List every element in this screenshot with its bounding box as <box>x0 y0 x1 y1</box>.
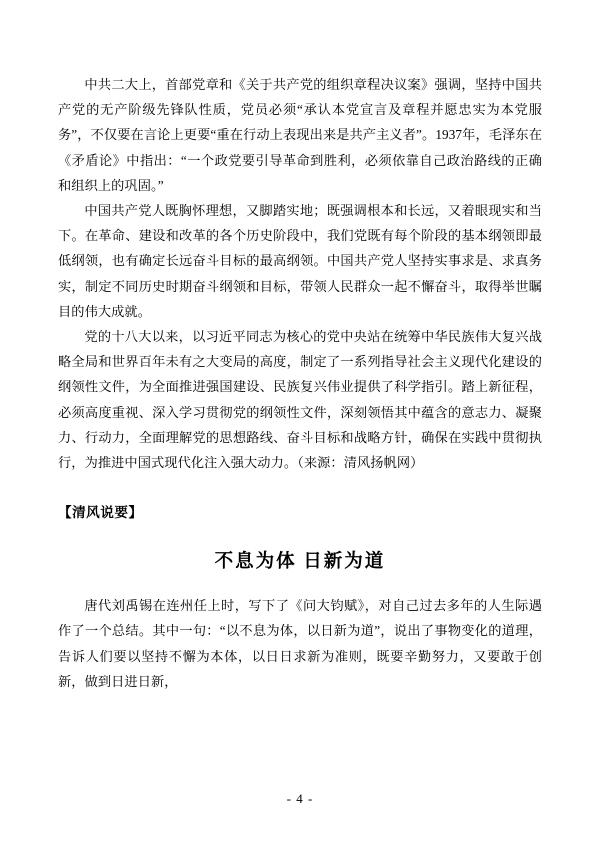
paragraph: 唐代刘禹锡在连州任上时，写下了《问大钧赋》，对自己过去多年的人生际遇作了一个总结。其中一句：“以不息为体，以日新为道”，说出了事物变化的道理，告诉人们要以坚持不懈为本体，以日日求新为准则，既要辛勤努力，又要敢于创新，做到日进日新， <box>58 598 542 689</box>
paragraph: 党的十八大以来，以习近平同志为核心的党中央站在统筹中华民族伟大复兴战略全局和世界百年未有之大变局的高度，制定了一系列指导社会主义现代化建设的纲领性文件，为全面推进强国建设、民族复兴伟业提供了科学指引。踏上新征程，必须高度重视、深入学习贯彻党的纲领性文件，深刻领悟其中蕴含的意志力、凝聚力、行动力，全面理解党的思想路线、奋斗目标和战略方针，确保在实践中贯彻执行，为推进中国式现代化注入强大动力。（来源：清风扬帆网） <box>58 329 542 471</box>
paragraph: 中国共产党人既胸怀理想，又脚踏实地；既强调根本和长远，又着眼现实和当下。在革命、建设和改革的各个历史阶段中，我们党既有每个阶段的基本纲领即最低纲领，也有确定长远奋斗目标的最高纲领。中国共产党人坚持实事求是、求真务实，制定不同历史时期奋斗纲领和目标，带领人民群众一起不懈奋斗，取得举世瞩目的伟大成就。 <box>58 203 542 319</box>
main-text-body <box>58 72 542 475</box>
paragraph: 中共二大上，首部党章和《关于共产党的组织章程决议案》强调，坚持中国共产党的无产阶级先锋队性质，党员必须“承认本党宣言及章程并愿忠实为本党服务”，不仅要在言论上更要“重在行动上表现出来是共产主义者”。1937年，毛泽东在《矛盾论》中指出：“一个政党要引导革命到胜利，必须依靠自己政治路线的正确和组织上的巩固。” <box>58 77 542 193</box>
article-text-body <box>58 593 542 694</box>
page-number: - 4 - <box>286 791 314 806</box>
article-title: 不息为体 日新为道 <box>214 552 386 573</box>
section-tag: 【清风说要】 <box>58 505 143 521</box>
